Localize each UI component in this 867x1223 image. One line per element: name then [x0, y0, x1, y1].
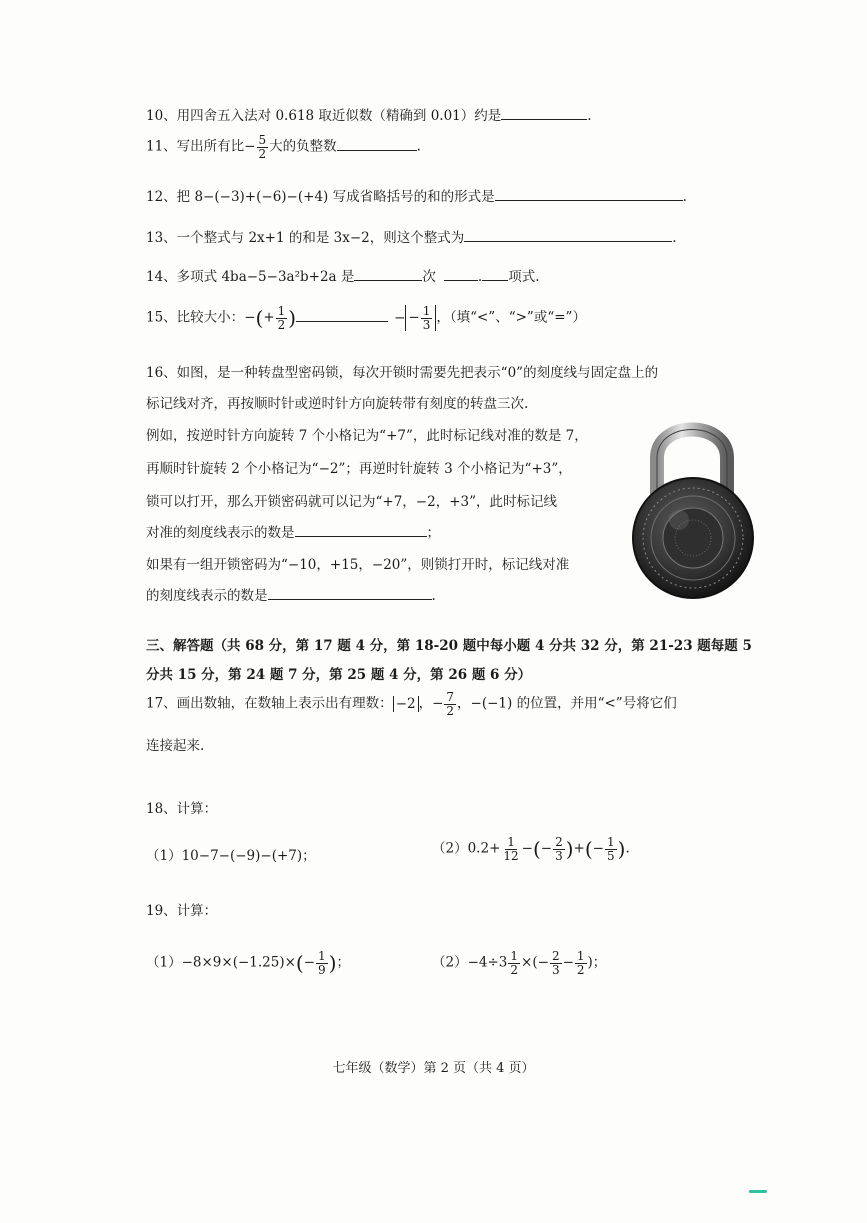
q16-line8-end: .	[431, 588, 436, 604]
q18-p2-label: （2）	[432, 840, 468, 857]
accent-mark	[749, 1190, 767, 1193]
q18-p2-f3-den: 5	[606, 848, 615, 863]
q12-end: .	[682, 189, 687, 205]
q16-line-4: 再顺时针旋转 2 个小格记为“−2”；再逆时针旋转 3 个小格记为“+3”，	[146, 461, 572, 477]
q18-p2-end: .	[625, 840, 630, 857]
q16-line6-end: ；	[426, 525, 440, 541]
combination-lock-image	[627, 408, 757, 600]
q18-p2-f2-den: 3	[555, 848, 563, 863]
q19-p1-label: （1）	[146, 954, 182, 971]
q16-line-5: 锁可以打开，那么开锁密码就可以记为“+7，−2，+3”，此时标记线	[146, 494, 558, 510]
q15-suffix: ，（填“<”、“>”或“=”）	[436, 309, 586, 326]
q19-p2-f3-num: 1	[576, 949, 585, 963]
q17-fraction	[444, 691, 456, 717]
q17-sep1: ，−	[418, 695, 444, 712]
q15-right-inner-sign: −	[408, 309, 420, 326]
q19-p2-frac-2	[550, 950, 562, 976]
q16-line-8	[146, 584, 436, 604]
q19-p2-end: )；	[587, 954, 607, 971]
q15-right-fraction	[421, 305, 433, 331]
q19-p1-end: ；	[336, 954, 350, 971]
q11-prefix: 11、写出所有比−	[146, 138, 256, 155]
q13-text: 13、一个整式与 2x+1 的和是 3x−2，则这个整式为	[146, 230, 465, 246]
q17-frac-den: 2	[446, 703, 455, 718]
q14-mid1: 次	[422, 269, 436, 285]
section-3-header-line-1: 三、解答题（共 68 分，第 17 题 4 分，第 18-20 题中每小题 4 分共 32 分，第 21-23 题每题 5	[146, 638, 752, 654]
q19-title: 19、计算：	[146, 903, 218, 919]
q11-end: .	[416, 138, 421, 155]
q19-p2-c: −	[562, 954, 574, 971]
q19-p1-open: (	[295, 951, 304, 976]
q14-terms-blank-b[interactable]	[482, 266, 508, 281]
q12-text: 12、把 8−(−3)+(−6)−(+4) 写成省略括号的和的形式是	[146, 189, 495, 205]
q16-line-6	[146, 521, 440, 541]
q19-p2-b: ×(−	[521, 954, 549, 971]
q16-line-1: 16、如图，是一种转盘型密码锁，每次开锁时需要先把表示“0”的刻度线与固定盘上的	[146, 365, 659, 381]
question-15	[146, 305, 586, 331]
q15-right-sign: −	[394, 309, 406, 326]
q19-p2-a: −4÷3	[467, 954, 508, 971]
q10-text: 10、用四舍五入法对 0.618 取近似数（精确到 0.01）约是	[146, 108, 502, 124]
q18-p2-b: −	[521, 840, 533, 857]
q19-p2-f3-den: 2	[576, 962, 585, 977]
q18-p2-open-2: (	[584, 837, 593, 862]
q10-answer-blank[interactable]	[501, 105, 587, 120]
q11-frac-num: 5	[258, 133, 267, 147]
q18-p2-close-2: )	[617, 837, 626, 862]
q18-p2-frac-1	[501, 836, 520, 862]
page-footer: 七年级（数学）第 2 页（共 4 页）	[332, 1061, 535, 1076]
q19-p2-frac-1	[508, 950, 520, 976]
q11-answer-blank[interactable]	[337, 136, 417, 151]
q15-left-open-paren: (	[255, 306, 264, 331]
q11-suffix: 大的负整数	[269, 138, 337, 155]
q15-left-close-paren: )	[288, 306, 297, 331]
question-11	[146, 134, 421, 160]
q18-p2-c: +	[573, 840, 585, 857]
question-13	[146, 226, 677, 246]
q17-line-2: 连接起来.	[146, 738, 205, 754]
q15-prefix: 15、比较大小：	[146, 309, 245, 326]
q19-p1-close: )	[328, 951, 337, 976]
q16-answer-blank-2[interactable]	[268, 585, 432, 600]
q12-answer-blank[interactable]	[495, 186, 683, 201]
question-10	[146, 104, 592, 124]
q18-part-1: （1）10−7−(−9)−(+7)；	[146, 848, 316, 864]
q17-prefix: 17、画出数轴，在数轴上表示出有理数：	[146, 695, 393, 712]
q18-p2-a: 0.2+	[467, 840, 501, 857]
question-12	[146, 185, 687, 205]
q19-p2-label: （2）	[432, 954, 468, 971]
q15-right-den: 3	[422, 317, 431, 332]
q15-left-inner-sign: +	[263, 309, 275, 326]
q16-line-7: 如果有一组开锁密码为“−10，+15，−20”，则锁打开时，标记线对准	[146, 557, 570, 573]
q17-sep2: ，−(−1) 的位置，并用“<”号将它们	[457, 695, 677, 712]
q13-answer-blank[interactable]	[464, 227, 672, 242]
q16-line6-text: 对准的刻度线表示的数是	[146, 525, 295, 541]
q14-suffix: 项式.	[508, 269, 540, 285]
q18-p2-open-1: (	[532, 837, 541, 862]
q19-p1-frac	[316, 950, 328, 976]
q19-p2-f2-num: 2	[551, 949, 560, 963]
q19-p2-f1-den: 2	[510, 962, 519, 977]
section-3-header-line-2: 分共 15 分，第 24 题 7 分，第 25 题 4 分，第 26 题 6 分）	[146, 667, 532, 683]
q19-p1-a: −8×9×(−1.25)×	[181, 954, 296, 971]
q15-left-fraction	[276, 305, 288, 331]
q17-frac-num: 7	[446, 690, 455, 704]
q18-title: 18、计算：	[146, 801, 218, 817]
q18-p2-frac-3	[605, 836, 617, 862]
question-17	[146, 691, 677, 717]
q13-end: .	[672, 230, 677, 246]
q16-line-3: 例如，按逆时针方向旋转 7 个小格记为“+7”，此时标记线对准的数是 7，	[146, 428, 588, 444]
q19-p2-f2-den: 3	[551, 962, 560, 977]
q15-left-num: 1	[277, 304, 286, 318]
q19-part-1: （1）−8×9×(−1.25)×(− $\frac{1}{9}$ )；	[146, 949, 350, 977]
q16-line-2: 标记线对齐，再按顺时针或逆时针方向旋转带有刻度的转盘三次.	[146, 396, 529, 412]
q15-left-sign: −	[244, 309, 256, 326]
q16-line8-text: 的刻度线表示的数是	[146, 588, 268, 604]
q19-p2-frac-3	[575, 950, 587, 976]
q14-terms-blank-a[interactable]	[444, 266, 478, 281]
q11-fraction	[257, 134, 269, 160]
q18-p2-close-1: )	[565, 837, 574, 862]
q15-right-num: 1	[422, 304, 431, 318]
q18-p2-f2-num: 2	[555, 835, 563, 849]
q15-right-abs	[405, 305, 436, 331]
q19-p1-f-num: 1	[318, 949, 326, 963]
q19-p2-f1-num: 1	[510, 949, 519, 963]
q18-p2-frac-2	[553, 836, 565, 862]
q14-prefix: 14、多项式 4ba−5−3a²b+2a 是	[146, 269, 355, 285]
question-14	[146, 265, 540, 285]
q11-frac-den: 2	[258, 146, 267, 161]
q18-p2-f1-den: 12	[503, 848, 519, 863]
q10-end: .	[587, 108, 592, 124]
q19-p1-f-den: 9	[318, 962, 326, 977]
q19-part-2	[432, 950, 606, 976]
q17-abs-value: −2	[393, 696, 419, 712]
q18-p2-f1-num: 1	[507, 835, 515, 849]
q18-p2-f3-num: 1	[606, 835, 615, 849]
q15-left-den: 2	[277, 317, 286, 332]
q18-part-2: （2）0.2+ $\frac{1}{12}$ −(− $\frac{2}{3}$ )+(− $\frac{1}{5}$ ).	[432, 835, 630, 863]
q15-answer-blank[interactable]	[296, 307, 388, 322]
q14-degree-blank[interactable]	[354, 266, 422, 281]
q14-mid2: .	[477, 269, 483, 285]
q16-answer-blank-1[interactable]	[295, 522, 427, 537]
